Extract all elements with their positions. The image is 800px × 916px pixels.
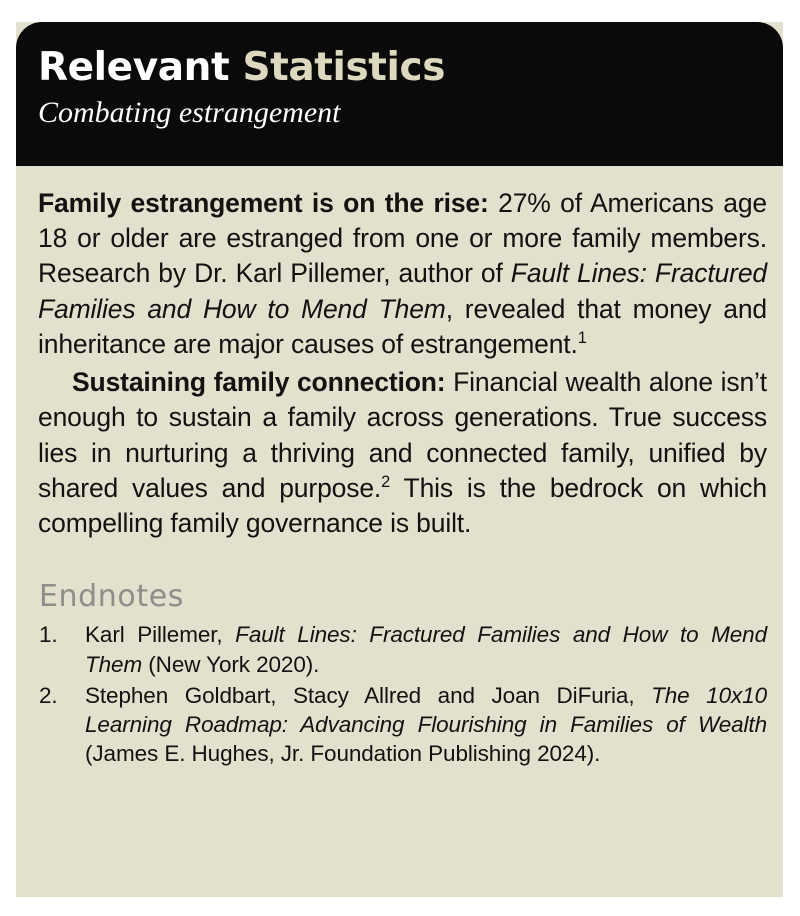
endnote-text: Stephen Goldbart, Stacy Allred and Joan DiFuria, xyxy=(85,682,652,708)
paragraph-text: 27% of Americans age 18 or older are estranged from one or more family members. Research by Dr. Karl Pillemer, author of xyxy=(38,188,767,289)
endnote-reference-1: 1 xyxy=(577,329,587,348)
endnote-text: Karl Pillemer, xyxy=(85,622,236,648)
endnote-number: 1. xyxy=(39,622,58,648)
paragraph-lead-in: Sustaining family connection: xyxy=(72,367,446,398)
endnote-book-title: Fault Lines: Fractured Families and How to Mend Them xyxy=(85,622,767,677)
endnote-text-cont: (James E. Hughes, Jr. Foundation Publishing 2024). xyxy=(85,741,601,767)
endnotes-section xyxy=(38,579,767,768)
card-header xyxy=(16,22,783,166)
card-body xyxy=(16,166,783,769)
page-title-part-accent: Statistics xyxy=(242,45,446,90)
list-item xyxy=(38,681,767,769)
endnote-number: 2. xyxy=(39,682,58,708)
relevant-statistics-card xyxy=(16,22,783,897)
endnotes-list xyxy=(38,620,767,768)
paragraph-estrangement-rise xyxy=(38,186,767,362)
endnote-text-cont: (New York 2020). xyxy=(142,651,320,677)
paragraph-text: Financial wealth alone isn’t enough to sustain a family across generations. True success lies in nurturing a thriving and connected family, unified by shared values and purpose. xyxy=(38,367,767,503)
page-title xyxy=(38,45,783,90)
book-title-fault-lines: Fault Lines: Fractured Families and How to Mend Them xyxy=(38,258,767,324)
list-item xyxy=(38,620,767,679)
paragraph-lead-in: Family estrangement is on the rise: xyxy=(38,188,489,218)
endnote-reference-2: 2 xyxy=(381,473,391,492)
paragraph-text-cont: This is the bedrock on which compelling family governance is built. xyxy=(38,472,767,539)
page-subtitle: Combating estrangement xyxy=(38,95,341,129)
endnotes-heading: Endnotes xyxy=(39,579,185,615)
paragraph-text-cont: , revealed that money and inheritance are major causes of estrangement. xyxy=(38,293,768,359)
page-title-part-primary: Relevant xyxy=(38,45,243,90)
endnote-book-title: The 10x10 Learning Roadmap: Advancing Flourishing in Families of Wealth xyxy=(85,682,767,738)
paragraph-sustaining-connection xyxy=(38,365,767,541)
